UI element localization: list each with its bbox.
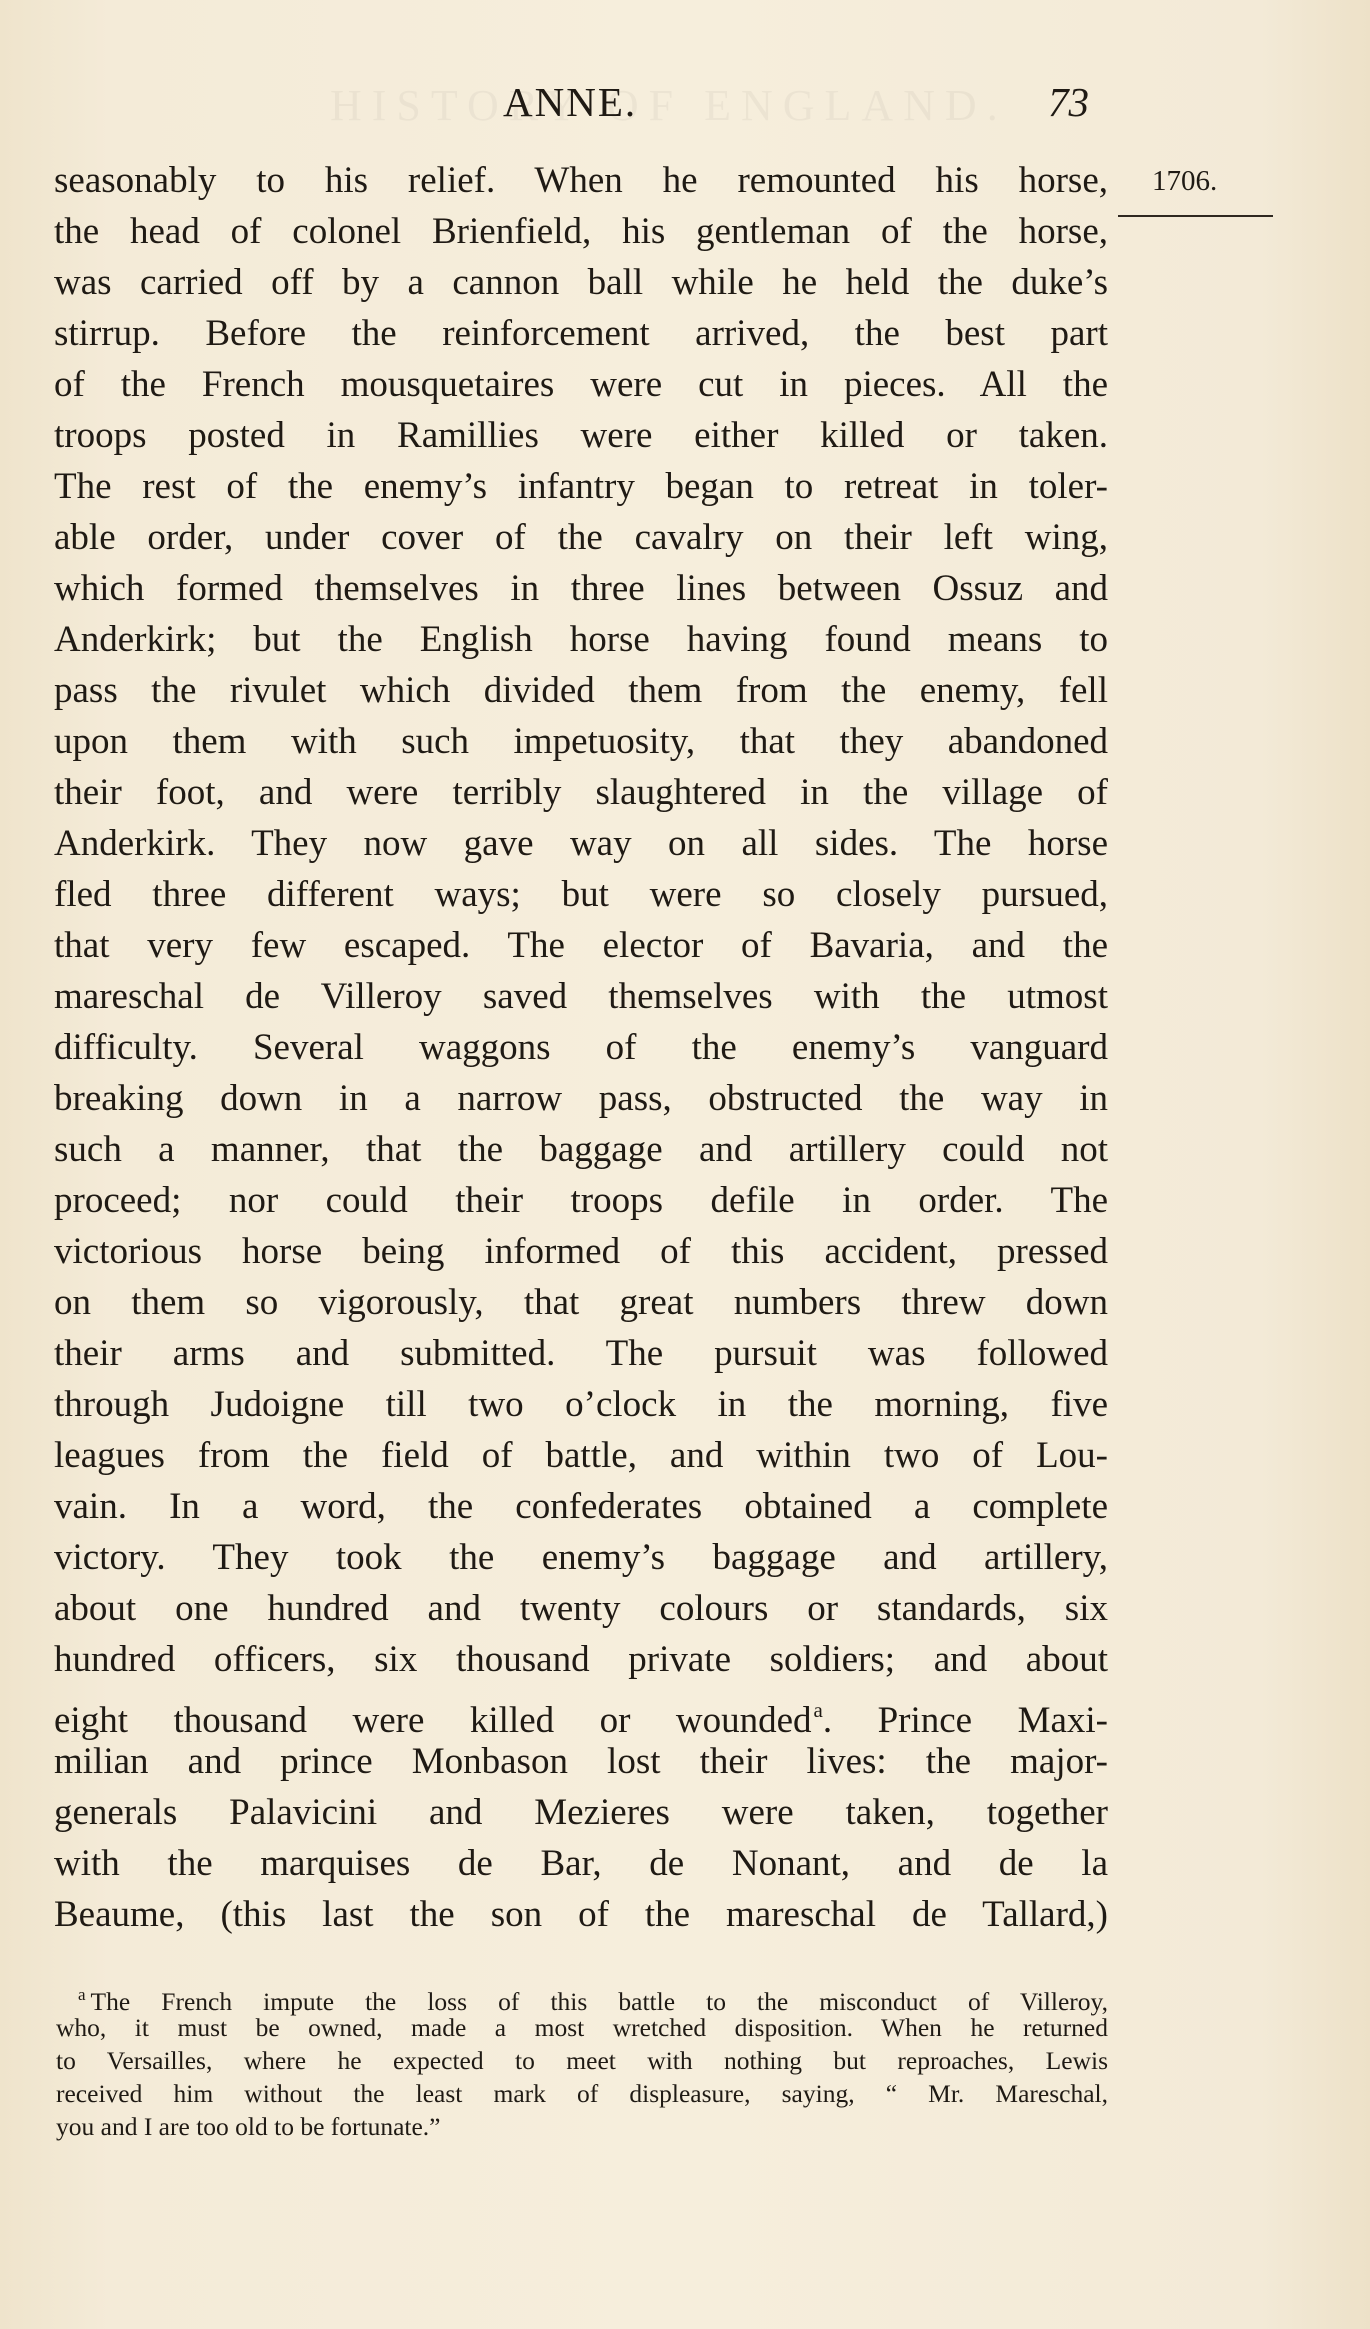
text-line: such a manner, that the baggage and artillery could not (54, 1129, 1108, 1170)
text-line-head: eight thousand were killed or wounded (54, 1700, 812, 1741)
footnote-line: to Versailles, where he expected to meet with nothing but reproaches, Lewis (56, 2046, 1108, 2075)
text-line: milian and prince Monbason lost their lives: the major- (54, 1741, 1108, 1782)
text-line: proceed; nor could their troops defile in order. The (54, 1180, 1108, 1221)
text-line: able order, under cover of the cavalry on their left wing, (54, 517, 1108, 558)
body-text (54, 155, 1108, 1940)
footnote-mark: a (78, 1985, 86, 2004)
text-line: Anderkirk. They now gave way on all sides. The horse (54, 823, 1108, 864)
footnote-line: who, it must be owned, made a most wretched disposition. When he returned (56, 2013, 1108, 2042)
text-line: Anderkirk; but the English horse having found means to (54, 619, 1108, 660)
text-line: fled three different ways; but were so closely pursued, (54, 874, 1108, 915)
text-line: that very few escaped. The elector of Bavaria, and the (54, 925, 1108, 966)
text-line: The rest of the enemy’s infantry began to retreat in toler- (54, 466, 1108, 507)
footnote-line: you and I are too old to be fortunate.” (56, 2112, 441, 2141)
footnote-text: The French impute the loss of this battle to the misconduct of Villeroy, (90, 1987, 1108, 2016)
text-line: vain. In a word, the confederates obtained a complete (54, 1486, 1108, 1527)
text-line: breaking down in a narrow pass, obstructed the way in (54, 1078, 1108, 1119)
margin-rule (1118, 215, 1273, 217)
running-title: ANNE. (503, 79, 638, 125)
text-line: victorious horse being informed of this accident, pressed (54, 1231, 1108, 1272)
text-line: with the marquises de Bar, de Nonant, and de la (54, 1843, 1108, 1884)
text-line-tail: . Prince Maxi- (822, 1700, 1108, 1741)
footnote-reference: a (813, 1698, 823, 1722)
text-line: troops posted in Ramillies were either killed or taken. (54, 415, 1108, 456)
text-line: through Judoigne till two o’clock in the morning, five (54, 1384, 1108, 1425)
text-line: their foot, and were terribly slaughtered in the village of (54, 772, 1108, 813)
text-line: difficulty. Several waggons of the enemy’s vanguard (54, 1027, 1108, 1068)
text-line: their arms and submitted. The pursuit was followed (54, 1333, 1108, 1374)
footnote-line: received him without the least mark of displeasure, saying, “ Mr. Mareschal, (56, 2079, 1108, 2108)
footnote-line (56, 1978, 1108, 2016)
footnote (56, 1978, 1108, 2143)
text-line: generals Palavicini and Mezieres were taken, together (54, 1792, 1108, 1833)
margin-year: 1706. (1152, 165, 1218, 197)
text-line: upon them with such impetuosity, that they abandoned (54, 721, 1108, 762)
text-line: about one hundred and twenty colours or standards, six (54, 1588, 1108, 1629)
text-line: hundred officers, six thousand private soldiers; and about (54, 1639, 1108, 1680)
text-line: seasonably to his relief. When he remounted his horse, (54, 160, 1108, 201)
running-head (0, 78, 1370, 134)
text-line: of the French mousquetaires were cut in pieces. All the (54, 364, 1108, 405)
text-line: which formed themselves in three lines between Ossuz and (54, 568, 1108, 609)
text-line: mareschal de Villeroy saved themselves with the utmost (54, 976, 1108, 1017)
text-line: victory. They took the enemy’s baggage and artillery, (54, 1537, 1108, 1578)
text-line: pass the rivulet which divided them from the enemy, fell (54, 670, 1108, 711)
text-line: was carried off by a cannon ball while he held the duke’s (54, 262, 1108, 303)
text-line: the head of colonel Brienfield, his gentleman of the horse, (54, 211, 1108, 252)
text-line: on them so vigorously, that great numbers threw down (54, 1282, 1108, 1323)
text-line: stirrup. Before the reinforcement arrived, the best part (54, 313, 1108, 354)
text-line-with-footnote (54, 1685, 1108, 1741)
text-line: Beaume, (this last the son of the mareschal de Tallard,) (54, 1894, 1108, 1935)
text-line: leagues from the field of battle, and within two of Lou- (54, 1435, 1108, 1476)
page-number: 73 (1048, 79, 1089, 125)
